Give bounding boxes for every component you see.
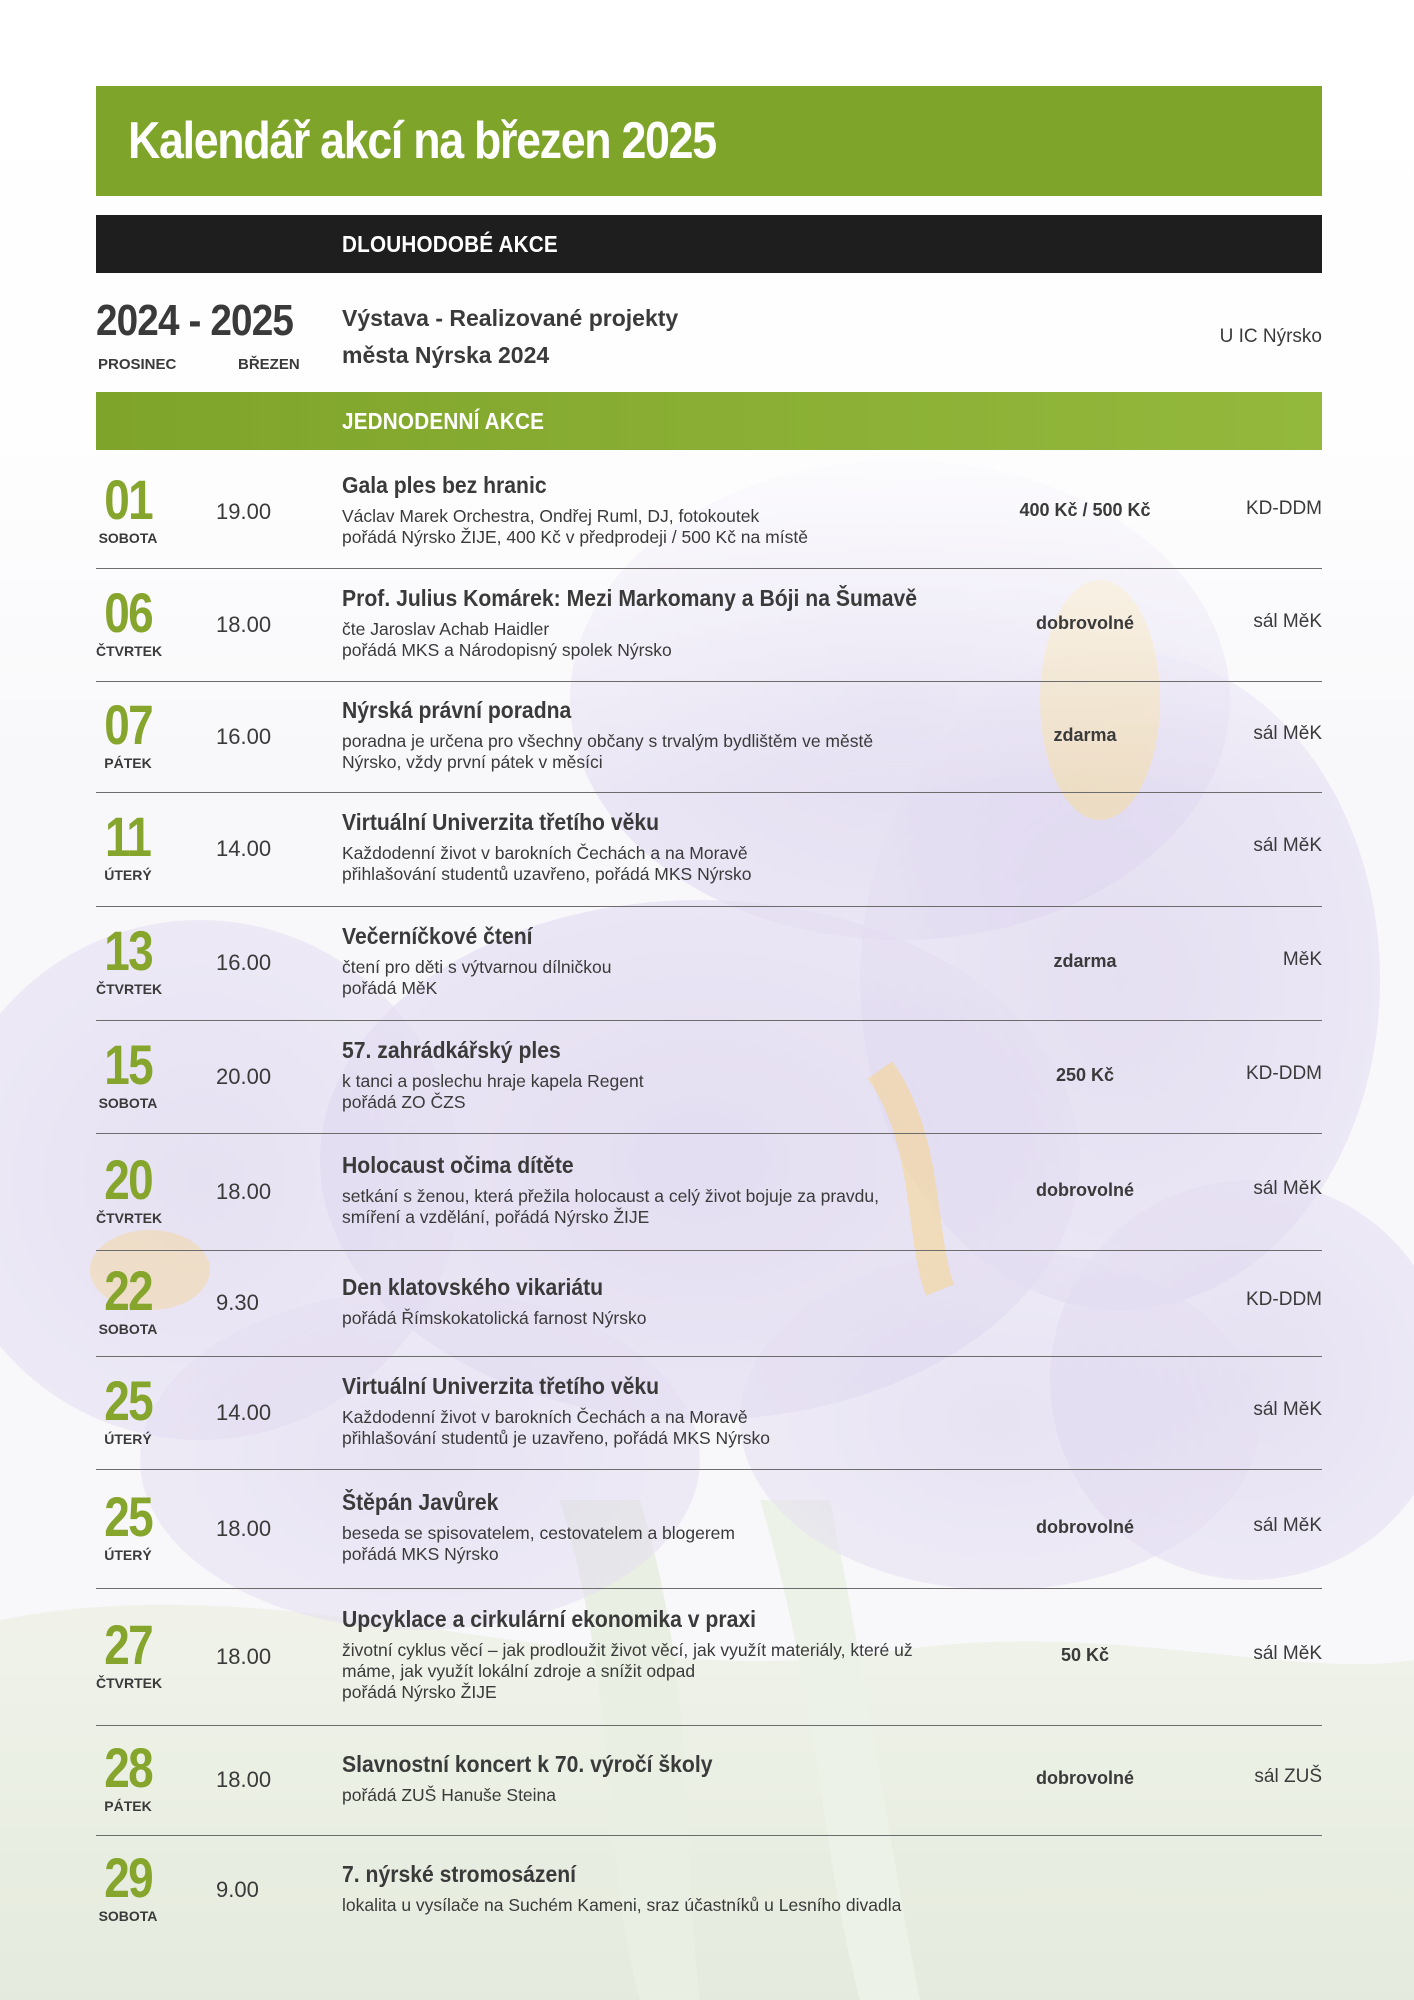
description-line: Každodenní život v barokních Čechách a na Moravě xyxy=(342,1406,748,1427)
title-line: města Nýrska 2024 xyxy=(342,342,550,368)
event-price: dobrovolné xyxy=(1036,1516,1134,1537)
description-line: pořádá MěK xyxy=(342,978,438,998)
event-description xyxy=(342,843,992,885)
description-line: čtení pro děti s výtvarnou dílničkou xyxy=(342,957,612,977)
event-row xyxy=(96,792,1322,907)
event-title: Slavnostní koncert k 70. výročí školy xyxy=(342,1750,713,1777)
section-header-label: JEDNODENNÍ AKCE xyxy=(342,407,545,434)
day-number-text: 11 xyxy=(105,805,151,868)
long-term-event-title xyxy=(342,300,862,374)
weekday-label: PÁTEK xyxy=(104,754,152,771)
section-header-one-day xyxy=(96,392,1322,450)
weekday-label: SOBOTA xyxy=(98,1908,158,1924)
weekday-label: ČTVRTEK xyxy=(96,981,163,997)
event-description xyxy=(342,1071,992,1113)
event-venue: KD-DDM xyxy=(1246,1289,1322,1310)
day-number xyxy=(96,1147,160,1211)
event-title: Nýrská právní poradna xyxy=(342,696,572,723)
description-line: smíření a vzdělání, pořádá Nýrsko ŽIJE xyxy=(342,1206,650,1227)
long-term-event xyxy=(96,290,1322,380)
event-description xyxy=(342,1308,992,1329)
event-title: Gala ples bez hranic xyxy=(342,471,547,498)
event-venue: sál MěK xyxy=(1253,610,1322,632)
event-time: 18.00 xyxy=(216,611,272,637)
day-number-text: 07 xyxy=(104,692,152,756)
event-title: Virtuální Univerzita třetího věku xyxy=(342,809,660,835)
event-row xyxy=(96,455,1322,569)
day-number-text: 20 xyxy=(104,1147,152,1211)
day-number-text: 27 xyxy=(104,1612,152,1676)
day-number xyxy=(96,1736,160,1799)
day-number xyxy=(96,1368,160,1432)
description-line: pořádá ZUŠ Hanuše Steina xyxy=(342,1784,557,1805)
title-line: Výstava - Realizované projekty xyxy=(342,305,679,331)
description-line: pořádá ZO ČZS xyxy=(342,1091,466,1112)
event-title: Večerníčkové čtení xyxy=(342,923,533,949)
event-row xyxy=(96,1250,1322,1357)
event-row xyxy=(96,1133,1322,1251)
description-line: pořádá MKS a Národopisný spolek Nýrsko xyxy=(342,639,672,660)
event-title: Den klatovského vikariátu xyxy=(342,1273,604,1300)
event-description xyxy=(342,1523,992,1565)
event-title: Holocaust očima dítěte xyxy=(342,1151,574,1178)
day-number xyxy=(96,580,160,644)
weekday-label: ČTVRTEK xyxy=(96,642,163,659)
event-venue: sál MěK xyxy=(1253,722,1322,744)
event-row xyxy=(96,1469,1322,1589)
event-title: Virtuální Univerzita třetího věku xyxy=(342,1372,660,1399)
description-line: lokalita u vysílače na Suchém Kameni, sraz účastníků u Lesního divadla xyxy=(342,1894,902,1915)
event-price: dobrovolné xyxy=(1036,1179,1134,1200)
event-description xyxy=(342,1895,992,1916)
event-venue: sál MěK xyxy=(1253,1177,1322,1199)
description-line: Každodenní život v barokních Čechách a na Moravě xyxy=(342,843,748,863)
day-number xyxy=(96,919,160,982)
description-line: čte Jaroslav Achab Haidler xyxy=(342,618,550,639)
day-number xyxy=(96,1032,160,1096)
description-line: setkání s ženou, která přežila holocaust a celý život bojuje za pravdu, xyxy=(342,1185,879,1206)
day-number-text: 01 xyxy=(104,467,152,531)
event-row xyxy=(96,1356,1322,1470)
event-time: 9.00 xyxy=(216,1877,259,1902)
event-description xyxy=(342,1407,992,1449)
day-number xyxy=(96,1612,160,1676)
description-line: pořádá Římskokatolická farnost Nýrsko xyxy=(342,1307,647,1328)
event-title: 57. zahrádkářský ples xyxy=(342,1036,561,1063)
event-price: zdarma xyxy=(1053,951,1117,971)
section-header-label: DLOUHODOBÉ AKCE xyxy=(342,230,558,257)
event-title: Upcyklace a cirkulární ekonomika v praxi xyxy=(342,1606,757,1632)
event-description xyxy=(342,1640,992,1703)
event-row xyxy=(96,568,1322,682)
description-line: poradna je určena pro všechny občany s trvalým bydlištěm ve městě xyxy=(342,730,874,751)
event-description xyxy=(342,731,992,773)
day-number xyxy=(96,1259,160,1322)
day-number xyxy=(96,805,160,868)
weekday-label: ÚTERÝ xyxy=(104,1430,152,1447)
event-venue: sál MěK xyxy=(1253,1642,1322,1664)
event-time: 19.00 xyxy=(216,498,272,524)
title-banner xyxy=(96,86,1322,196)
event-row xyxy=(96,1725,1322,1836)
day-number-text: 28 xyxy=(104,1736,152,1799)
day-number-text: 25 xyxy=(104,1368,152,1432)
weekday-label: SOBOTA xyxy=(98,1321,158,1337)
event-price: 400 Kč / 500 Kč xyxy=(1019,499,1151,520)
event-price: zdarma xyxy=(1053,724,1117,745)
event-years: 2024 - 2025 xyxy=(96,296,294,345)
event-time: 20.00 xyxy=(216,1063,272,1089)
event-price: 250 Kč xyxy=(1055,1064,1115,1085)
event-time: 18.00 xyxy=(216,1178,272,1204)
event-title: Štěpán Javůrek xyxy=(342,1488,499,1515)
event-time: 14.00 xyxy=(216,1399,272,1425)
event-title: 7. nýrské stromosázení xyxy=(342,1860,577,1887)
section-header-long-term xyxy=(96,215,1322,273)
description-line: beseda se spisovatelem, cestovatelem a blogerem xyxy=(342,1522,735,1543)
day-number xyxy=(96,1484,160,1548)
event-venue: sál MěK xyxy=(1253,835,1322,856)
month-end: BŘEZEN xyxy=(238,356,300,373)
day-number xyxy=(96,467,160,531)
weekday-label: PÁTEK xyxy=(104,1798,152,1814)
weekday-label: SOBOTA xyxy=(98,529,158,546)
event-price: 50 Kč xyxy=(1060,1644,1110,1665)
event-title: Prof. Julius Komárek: Mezi Markomany a Bóji na Šumavě xyxy=(342,584,918,611)
event-description xyxy=(342,506,992,548)
day-number xyxy=(96,1846,160,1909)
description-line: životní cyklus věcí – jak prodloužit život věcí, jak využít materiály, které už xyxy=(342,1640,913,1660)
day-number-text: 13 xyxy=(104,919,152,982)
event-venue: sál MěK xyxy=(1253,1514,1322,1536)
event-time: 18.00 xyxy=(216,1767,272,1792)
event-time: 18.00 xyxy=(216,1643,272,1669)
description-line: přihlašování studentů uzavřeno, pořádá MKS Nýrsko xyxy=(342,864,752,884)
event-venue: MěK xyxy=(1282,949,1322,970)
event-time: 14.00 xyxy=(216,836,272,861)
event-venue: KD-DDM xyxy=(1246,1062,1322,1084)
event-row xyxy=(96,1588,1322,1726)
event-description xyxy=(342,957,992,999)
description-line: máme, jak využít lokální zdroje a snížit odpad xyxy=(342,1661,696,1681)
day-number-text: 22 xyxy=(104,1259,152,1322)
weekday-label: ÚTERÝ xyxy=(104,1546,152,1563)
event-time: 16.00 xyxy=(216,950,272,975)
event-time: 16.00 xyxy=(216,723,272,749)
event-venue: U IC Nýrsko xyxy=(1219,326,1322,347)
event-venue: sál ZUŠ xyxy=(1254,1766,1322,1787)
month-start: PROSINEC xyxy=(98,356,177,373)
day-number xyxy=(96,692,160,756)
weekday-label: ČTVRTEK xyxy=(96,1209,163,1226)
weekday-label: ÚTERÝ xyxy=(104,867,152,883)
event-price: dobrovolné xyxy=(1036,612,1134,633)
day-number-text: 15 xyxy=(104,1032,152,1096)
event-venue: KD-DDM xyxy=(1246,497,1322,519)
event-row xyxy=(96,681,1322,793)
event-venue: sál MěK xyxy=(1253,1398,1322,1420)
event-description xyxy=(342,1186,992,1228)
weekday-label: ČTVRTEK xyxy=(96,1674,163,1691)
description-line: přihlašování studentů je uzavřeno, pořádá MKS Nýrsko xyxy=(342,1427,771,1448)
day-number-text: 29 xyxy=(104,1846,152,1909)
description-line: Nýrsko, vždy první pátek v měsíci xyxy=(342,751,603,772)
description-line: pořádá Nýrsko ŽIJE, 400 Kč v předprodeji / 500 Kč na místě xyxy=(342,526,808,547)
event-description xyxy=(342,1785,992,1806)
event-time: 9.30 xyxy=(216,1290,259,1315)
description-line: Václav Marek Orchestra, Ondřej Ruml, DJ, fotokoutek xyxy=(342,505,760,526)
event-row xyxy=(96,1020,1322,1134)
event-description xyxy=(342,619,992,661)
event-price: dobrovolné xyxy=(1036,1768,1134,1788)
page-title: Kalendář akcí na březen 2025 xyxy=(128,112,716,170)
day-number-text: 06 xyxy=(104,580,152,644)
event-time: 18.00 xyxy=(216,1515,272,1541)
description-line: pořádá MKS Nýrsko xyxy=(342,1543,499,1564)
event-row xyxy=(96,906,1322,1021)
day-number-text: 25 xyxy=(104,1484,152,1548)
description-line: k tanci a poslechu hraje kapela Regent xyxy=(342,1070,644,1091)
event-row xyxy=(96,1835,1322,1945)
description-line: pořádá Nýrsko ŽIJE xyxy=(342,1682,497,1702)
weekday-label: SOBOTA xyxy=(98,1094,158,1111)
